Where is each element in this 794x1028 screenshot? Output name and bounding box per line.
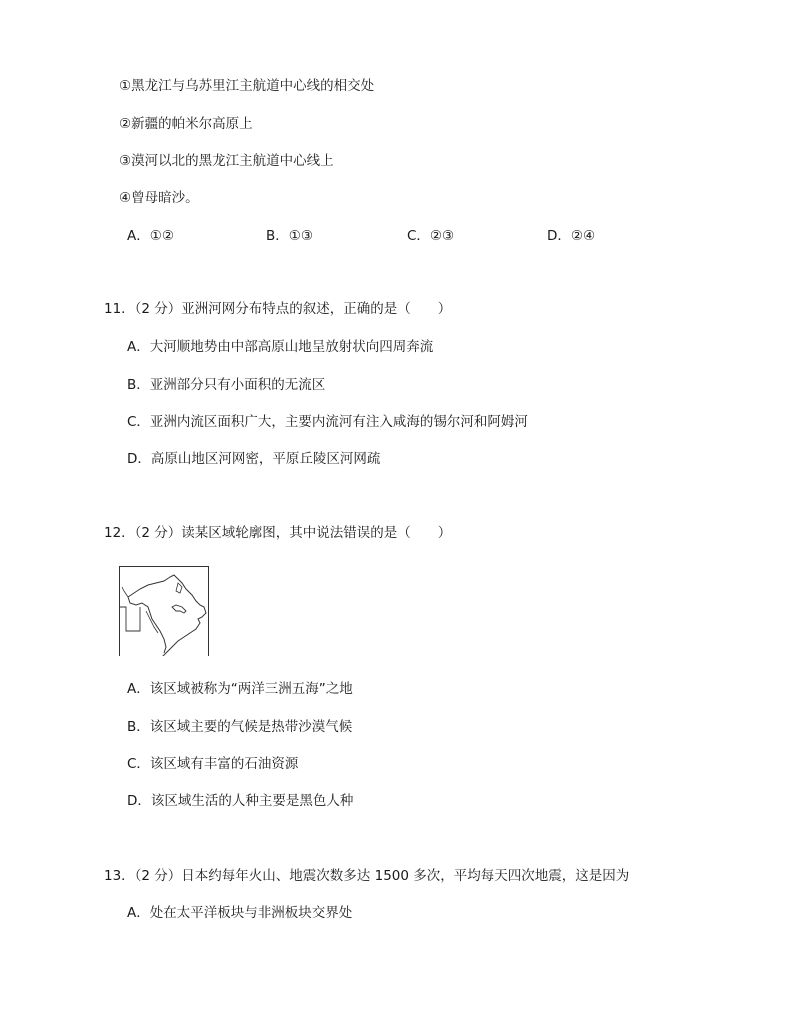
q13-stem: 13．（2 分）日本约每年火山、地震次数多达 1500 多次，平均每天四次地震，这是因为	[104, 868, 630, 884]
q12-stem: 12．（2 分）读某区域轮廓图，其中说法错误的是（ ）	[104, 525, 452, 541]
q13-option-a: A．处在太平洋板块与非洲板块交界处	[127, 905, 353, 921]
map-outline-icon	[120, 567, 209, 656]
q11-stem: 11．（2 分）亚洲河网分布特点的叙述，正确的是（ ）	[104, 301, 452, 317]
q10-item-2: ②新疆的帕米尔高原上	[119, 116, 253, 132]
q10-item-1: ①黑龙江与乌苏里江主航道中心线的相交处	[119, 78, 375, 94]
q11-option-a: A．大河顺地势由中部高原山地呈放射状向四周奔流	[127, 339, 434, 355]
q12-option-a: A．该区域被称为“两洋三洲五海”之地	[127, 681, 353, 697]
q10-option-a: A．①②	[127, 228, 174, 244]
q11-option-b: B．亚洲部分只有小面积的无流区	[127, 377, 326, 393]
q12-option-d: D．该区域生活的人种主要是黑色人种	[127, 793, 354, 809]
q10-option-d: D．②④	[547, 228, 596, 244]
q10-item-4: ④曾母暗沙。	[119, 190, 199, 206]
q12-option-c: C．该区域有丰富的石油资源	[127, 756, 299, 772]
q10-option-b: B．①③	[266, 228, 313, 244]
q10-item-3: ③漠河以北的黑龙江主航道中心线上	[119, 153, 334, 169]
q11-option-d: D．高原山地区河网密，平原丘陵区河网疏	[127, 451, 381, 467]
q12-option-b: B．该区域主要的气候是热带沙漠气候	[127, 719, 353, 735]
region-outline-map	[119, 566, 209, 656]
q11-option-c: C．亚洲内流区面积广大，主要内流河有注入咸海的锡尔河和阿姆河	[127, 414, 528, 430]
q10-option-c: C．②③	[407, 228, 455, 244]
